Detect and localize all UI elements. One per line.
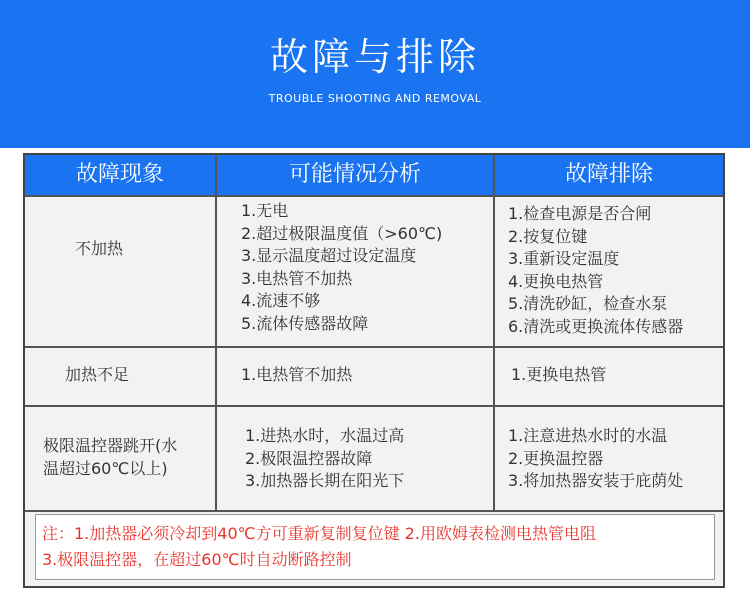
cause-item: 2.极限温控器故障 <box>245 448 373 468</box>
header-analysis: 可能情况分析 <box>217 155 493 195</box>
header-symptom: 故障现象 <box>25 155 215 195</box>
fix-item: 3.重新设定温度 <box>508 249 620 268</box>
cause-item: 3.电热管不加热 <box>241 268 353 288</box>
symptom-line: 温超过60℃以上) <box>43 458 168 478</box>
fix-item: 1.注意进热水时的水温 <box>508 426 668 445</box>
grid-line <box>25 510 723 512</box>
page-title: 故障与排除 <box>269 35 480 79</box>
fix-item: 1.检查电源是否合闸 <box>508 204 652 223</box>
cause-item: 3.显示温度超过设定温度 <box>241 246 417 265</box>
fix-item: 4.更换电热管 <box>508 271 604 291</box>
cause-item: 2.超过极限温度值（>60℃) <box>241 223 443 243</box>
fix-item: 1.更换电热管 <box>511 365 607 384</box>
cause-item: 1.电热管不加热 <box>241 365 353 384</box>
grid-line <box>25 195 723 197</box>
grid-line <box>25 346 723 348</box>
symptom-cell: 不加热 <box>75 239 124 258</box>
page-subtitle: TROUBLE SHOOTING AND REMOVAL <box>268 92 482 105</box>
troubleshooting-table <box>23 153 725 588</box>
symptom-line: 极限温控器跳开(水 <box>43 436 178 455</box>
title-banner <box>0 0 750 148</box>
note-box <box>35 514 715 580</box>
symptom-cell: 加热不足 <box>65 365 130 384</box>
fix-item: 5.清洗砂缸，检查水泵 <box>508 294 668 313</box>
fix-item: 6.清洗或更换流体传感器 <box>508 316 684 336</box>
fix-item: 2.按复位键 <box>508 226 588 246</box>
fix-item: 3.将加热器安装于庇荫处 <box>508 471 684 490</box>
grid-line <box>25 405 723 407</box>
header-fix: 故障排除 <box>495 155 723 195</box>
cause-item: 1.无电 <box>241 201 289 220</box>
grid-line <box>493 155 495 512</box>
cause-item: 3.加热器长期在阳光下 <box>245 471 405 490</box>
cause-item: 5.流体传感器故障 <box>241 313 369 333</box>
fix-item: 2.更换温控器 <box>508 448 604 468</box>
grid-line <box>215 155 217 512</box>
cause-item: 1.进热水时，水温过高 <box>245 426 405 445</box>
cause-item: 4.流速不够 <box>241 291 321 310</box>
note-line-2: 3.极限温控器，在超过60℃时自动断路控制 <box>42 550 352 569</box>
note-line-1: 注：1.加热器必须冷却到40℃方可重新复制复位键 2.用欧姆表检测电热管电阻 <box>42 524 596 543</box>
